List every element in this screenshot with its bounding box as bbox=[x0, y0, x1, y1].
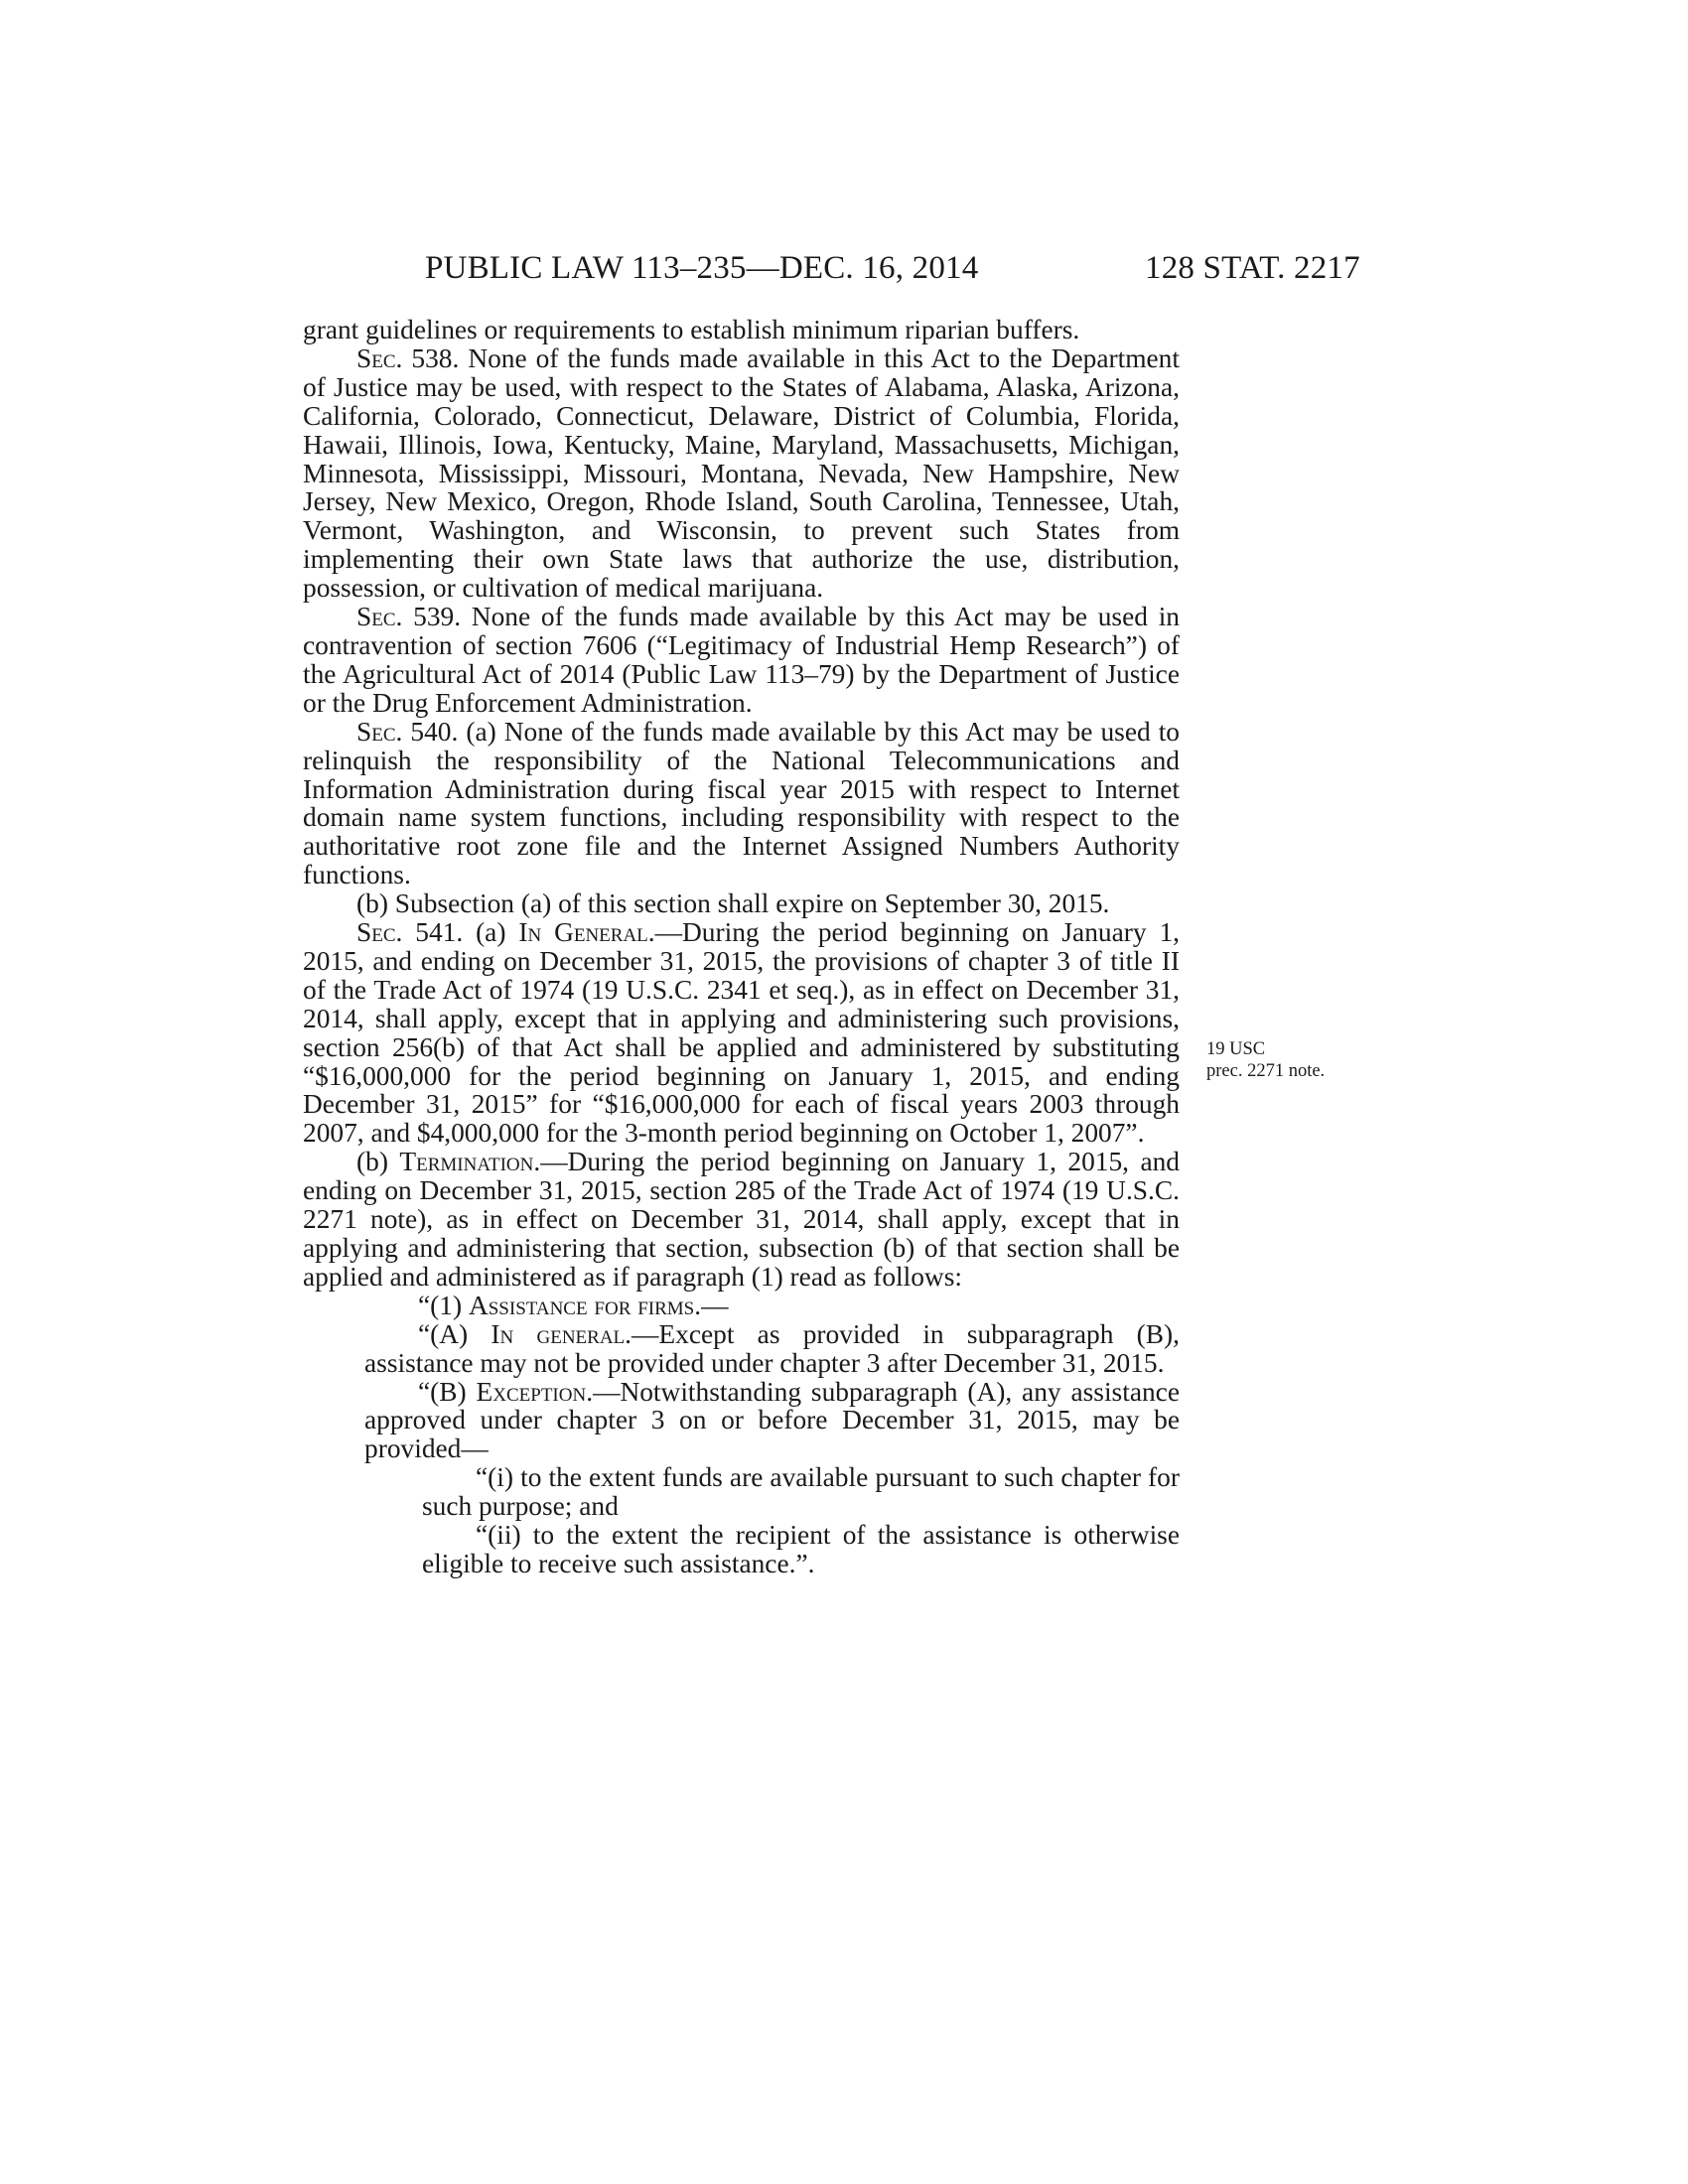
margin-note-line-2: prec. 2271 note. bbox=[1206, 1061, 1326, 1081]
document-body bbox=[303, 316, 1180, 1578]
quoted-paragraph-1 bbox=[418, 1292, 1180, 1320]
section-540-a bbox=[303, 718, 1180, 889]
qB-number: “(B) bbox=[418, 1376, 477, 1407]
section-541-a-text: .—During the period beginning on January 1, 2015, and ending on December 31, 2015, the provisions of chapter 3 of title II of the Trade Act of 1974 (19 U.S.C. 2341 et seq.), as in effect on December 31, 2014, shall apply, except that in applying and administering such provisions, section 256(b) of that Act shall be applied and administered by substituting “$16,000,000 for the period beginning on January 1, 2015, and ending December 31, 2015” for “$16,000,000 for each of fiscal years 2003 through 2007, and $4,000,000 for the 3-month period beginning on October 1, 2007”. bbox=[303, 917, 1180, 1149]
quoted-subparagraphs bbox=[364, 1318, 1180, 1464]
sec-label: Sec. bbox=[356, 602, 403, 632]
qB-heading: Exception bbox=[476, 1376, 587, 1407]
margin-citation-note bbox=[1206, 1038, 1325, 1082]
q1-heading: Assistance for firms bbox=[468, 1290, 695, 1320]
q1-number: “(1) bbox=[418, 1290, 469, 1320]
section-541-b-number: (b) bbox=[356, 1147, 400, 1177]
quoted-subparagraph-a bbox=[364, 1320, 1180, 1378]
carryover-paragraph: grant guidelines or requirements to establish minimum riparian buffers. bbox=[303, 315, 1080, 344]
section-538-text: 538. None of the funds made available in this Act to the Department of Justice may be used, with respect to the States of Alabama, Alaska, Arizona, California, Colorado, Connecticut, Delaware, District of Columbia, Florida, Hawaii, Illinois, Iowa, Kentucky, Maine, Maryland, Massachusetts, Michigan, Minnesota, Mississippi, Missouri, Montana, Nevada, New Hampshire, New Jersey, New Mexico, Oregon, Rhode Island, South Carolina, Tennessee, Utah, Vermont, Washington, and Wisconsin, to prevent such States from implementing their own State laws that authorize the use, distribution, possession, or cultivation of medical marijuana. bbox=[303, 342, 1180, 604]
section-539 bbox=[303, 603, 1180, 718]
q1-dash: .— bbox=[694, 1290, 729, 1320]
running-header-title: PUBLIC LAW 113–235—DEC. 16, 2014 bbox=[425, 250, 979, 286]
section-541-b-text: .—During the period beginning on January 1, 2015, and ending on December 31, 2015, section 285 of the Trade Act of 1974 (19 U.S.C. 2271 note), as in effect on December 31, 2014, shall apply, except that in applying and administering that section, subsection (b) of that section shall be applied and administered as if paragraph (1) read as follows: bbox=[303, 1147, 1180, 1292]
qA-number: “(A) bbox=[418, 1318, 492, 1349]
qB-text: .—Notwithstanding subparagraph (A), any assistance approved under chapter 3 on or before December 31, 2015, may be provided— bbox=[364, 1376, 1180, 1464]
quoted-clause-i: “(i) to the extent funds are available pursuant to such chapter for such purpose; and bbox=[422, 1462, 1180, 1522]
quoted-clauses bbox=[422, 1462, 1180, 1578]
quoted-paragraph-1-heading bbox=[418, 1292, 1180, 1320]
section-541-a-heading: In General bbox=[518, 917, 648, 948]
sec-label: Sec. bbox=[356, 917, 403, 948]
section-540-a-text: 540. (a) None of the funds made available by this Act may be used to relinquish the responsibility of the National Telecommunications and Information Administration during fiscal year 2015 with respect to Internet domain name system functions, including responsibility with respect to the authoritative root zone file and the Internet Assigned Numbers Authority functions. bbox=[303, 716, 1180, 890]
margin-note-line-1: 19 USC bbox=[1206, 1039, 1266, 1059]
qA-text: .—Except as provided in subparagraph (B), assistance may not be provided under chapter 3 after December 31, 2015. bbox=[364, 1318, 1180, 1378]
sec-label: Sec. bbox=[356, 716, 403, 747]
sec-label: Sec. bbox=[356, 342, 403, 373]
section-541-b bbox=[303, 1148, 1180, 1292]
section-538 bbox=[303, 344, 1180, 603]
qA-heading: In general bbox=[491, 1318, 626, 1349]
quoted-subparagraph-b bbox=[364, 1378, 1180, 1464]
section-541-a-number: 541. (a) bbox=[402, 917, 519, 948]
quoted-clause-ii: “(ii) to the extent the recipient of the assistance is otherwise eligible to receive such assistance.”. bbox=[422, 1520, 1180, 1578]
section-539-text: 539. None of the funds made available by this Act may be used in contravention of section 7606 (“Legitimacy of Industrial Hemp Research”) of the Agricultural Act of 2014 (Public Law 113–79) by the Department of Justice or the Drug Enforcement Administration. bbox=[303, 602, 1180, 718]
running-header-stat-page: 128 STAT. 2217 bbox=[1145, 250, 1360, 286]
section-541-a bbox=[303, 918, 1180, 1148]
section-541-b-heading: Termination bbox=[399, 1147, 534, 1177]
section-540-b: (b) Subsection (a) of this section shall expire on September 30, 2015. bbox=[356, 888, 1110, 919]
